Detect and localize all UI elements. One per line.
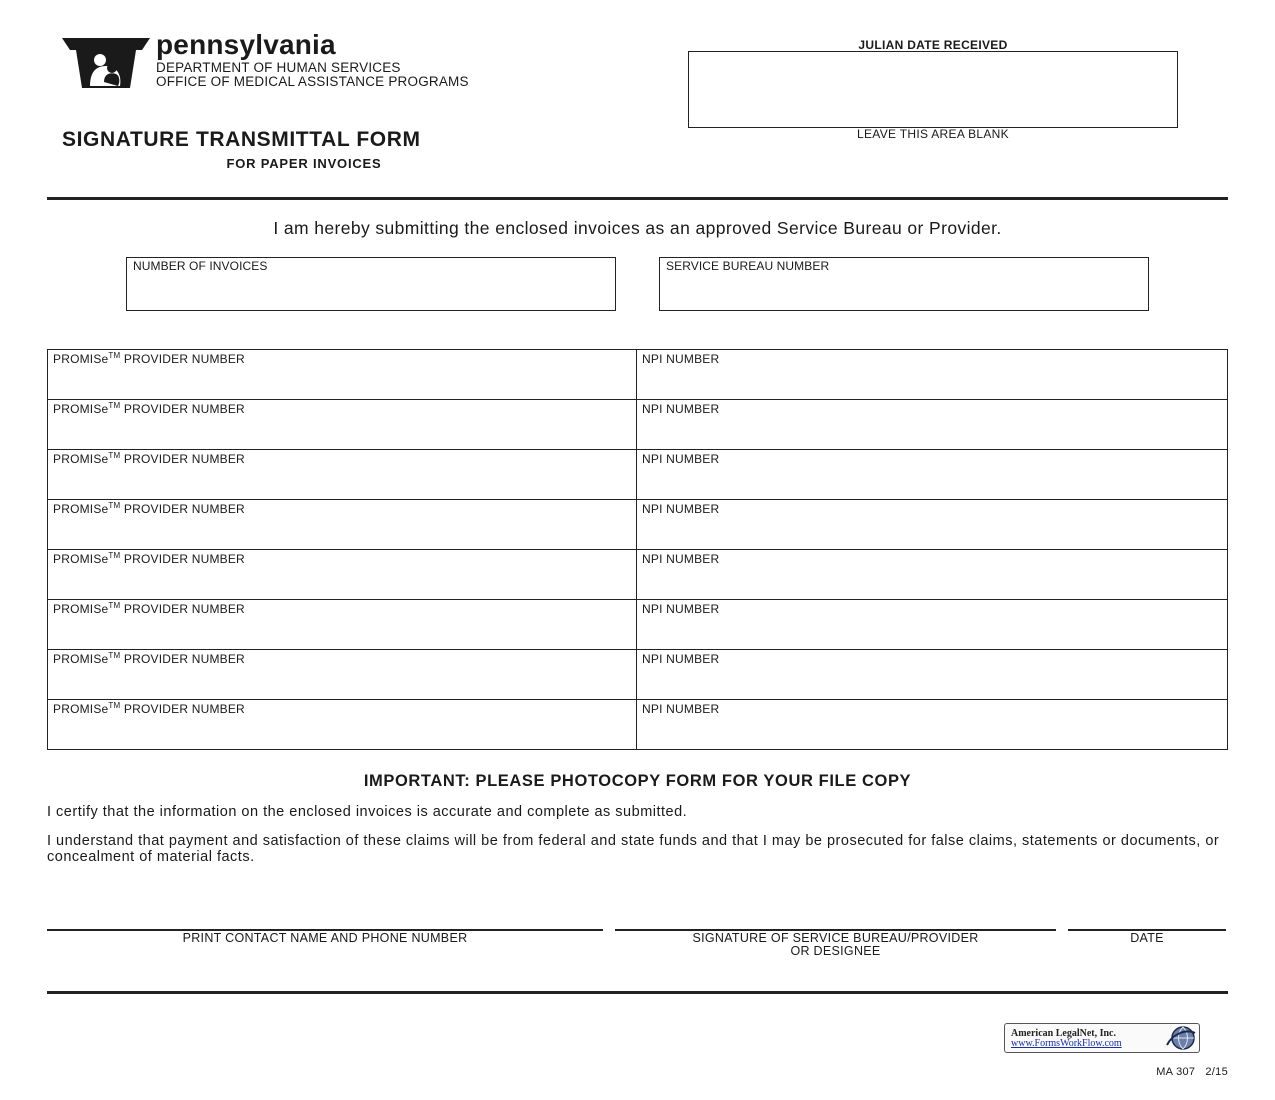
department-names — [156, 61, 469, 89]
certification-text: I certify that the information on the enclosed invoices is accurate and complete as submitted. — [47, 804, 688, 820]
provider-number-label: PROMISe™ PROVIDER NUMBER — [53, 401, 245, 416]
julian-date-note: LEAVE THIS AREA BLANK — [857, 127, 1009, 141]
number-of-invoices-label: NUMBER OF INVOICES — [133, 259, 268, 273]
provider-row — [48, 699, 1227, 749]
provider-number-label: PROMISe™ PROVIDER NUMBER — [53, 601, 245, 616]
brand-name: pennsylvania — [156, 29, 336, 60]
npi-number-label: NPI NUMBER — [642, 602, 720, 616]
provider-table — [47, 349, 1228, 750]
footer-divider — [47, 991, 1228, 994]
npi-number-label: NPI NUMBER — [642, 402, 720, 416]
npi-number-label: NPI NUMBER — [642, 552, 720, 566]
department-name: DEPARTMENT OF HUMAN SERVICES — [156, 60, 401, 75]
npi-number-field[interactable] — [637, 650, 1227, 699]
number-of-invoices-field[interactable] — [126, 257, 616, 311]
npi-number-field[interactable] — [637, 550, 1227, 599]
contact-line-label: PRINT CONTACT NAME AND PHONE NUMBER — [182, 931, 468, 945]
vendor-badge[interactable] — [1004, 1023, 1200, 1053]
provider-row — [48, 399, 1227, 449]
provider-number-field[interactable] — [48, 650, 637, 699]
npi-number-field[interactable] — [637, 350, 1227, 399]
header-divider — [47, 197, 1228, 200]
vendor-url[interactable]: www.FormsWorkFlow.com — [1011, 1038, 1122, 1049]
provider-number-field[interactable] — [48, 600, 637, 649]
provider-row — [48, 449, 1227, 499]
provider-signature-label — [615, 932, 1056, 958]
npi-number-label: NPI NUMBER — [642, 502, 720, 516]
provider-number-label: PROMISe™ PROVIDER NUMBER — [53, 451, 245, 466]
provider-number-label: PROMISe™ PROVIDER NUMBER — [53, 651, 245, 666]
provider-number-label: PROMISe™ PROVIDER NUMBER — [53, 351, 245, 366]
acknowledgement-text: I understand that payment and satisfaction of these claims will be from federal and state funds and that I may be prosecuted for false claims, statements or documents, or concealment of material facts. — [47, 833, 1220, 865]
date-line-label: DATE — [1130, 931, 1164, 945]
npi-number-field[interactable] — [637, 400, 1227, 449]
provider-row — [48, 350, 1227, 399]
provider-row — [48, 549, 1227, 599]
npi-number-label: NPI NUMBER — [642, 702, 720, 716]
keystone-logo-icon — [60, 36, 152, 90]
npi-number-field[interactable] — [637, 450, 1227, 499]
provider-number-label: PROMISe™ PROVIDER NUMBER — [53, 551, 245, 566]
npi-number-field[interactable] — [637, 600, 1227, 649]
form-number: MA 307 2/15 — [1156, 1066, 1228, 1078]
service-bureau-number-field[interactable] — [659, 257, 1149, 311]
npi-number-label: NPI NUMBER — [642, 452, 720, 466]
provider-number-field[interactable] — [48, 550, 637, 599]
provider-number-label: PROMISe™ PROVIDER NUMBER — [53, 701, 245, 716]
julian-date-box — [688, 51, 1178, 128]
form-title: SIGNATURE TRANSMITTAL FORM — [62, 128, 421, 151]
provider-number-field[interactable] — [48, 450, 637, 499]
office-name: OFFICE OF MEDICAL ASSISTANCE PROGRAMS — [156, 74, 469, 89]
provider-number-field[interactable] — [48, 350, 637, 399]
signature-label-line1: SIGNATURE OF SERVICE BUREAU/PROVIDER — [692, 931, 979, 945]
npi-number-label: NPI NUMBER — [642, 652, 720, 666]
provider-row — [48, 499, 1227, 549]
npi-number-field[interactable] — [637, 700, 1227, 749]
vendor-name: American LegalNet, Inc. — [1011, 1028, 1116, 1039]
globe-icon — [1163, 1025, 1197, 1051]
npi-number-label: NPI NUMBER — [642, 352, 720, 366]
provider-number-label: PROMISe™ PROVIDER NUMBER — [53, 501, 245, 516]
npi-number-field[interactable] — [637, 500, 1227, 549]
provider-number-field[interactable] — [48, 700, 637, 749]
form-subtitle: FOR PAPER INVOICES — [226, 156, 382, 171]
julian-date-label: JULIAN DATE RECEIVED — [858, 38, 1008, 52]
important-notice: IMPORTANT: PLEASE PHOTOCOPY FORM FOR YOUR FILE COPY — [363, 772, 912, 790]
provider-number-field[interactable] — [48, 400, 637, 449]
provider-number-field[interactable] — [48, 500, 637, 549]
signature-label-line2: OR DESIGNEE — [790, 944, 881, 958]
intro-statement: I am hereby submitting the enclosed invoices as an approved Service Bureau or Provider. — [273, 218, 1002, 238]
service-bureau-number-label: SERVICE BUREAU NUMBER — [666, 259, 830, 273]
provider-row — [48, 649, 1227, 699]
provider-row — [48, 599, 1227, 649]
